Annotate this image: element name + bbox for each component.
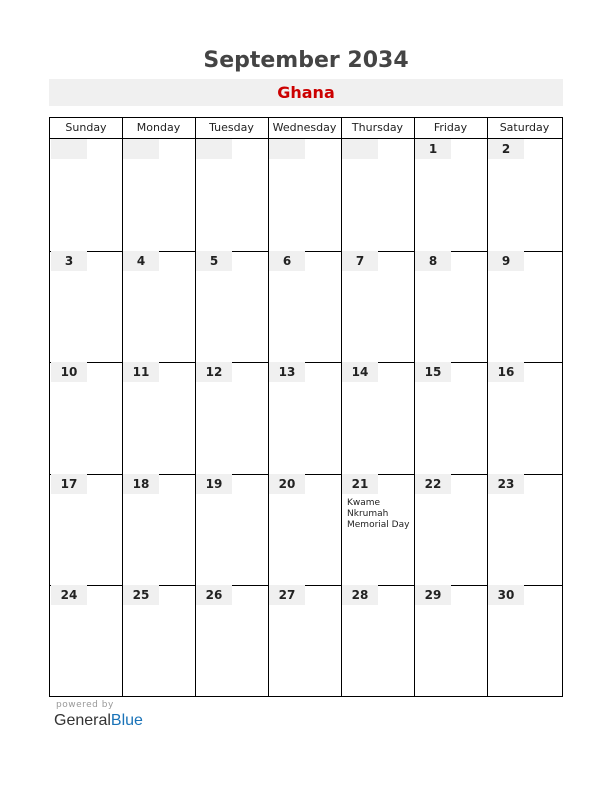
day-number — [196, 139, 232, 159]
day-cell-12[interactable] — [196, 362, 268, 474]
weekday-sunday: Sunday — [65, 121, 107, 134]
day-number: 29 — [415, 585, 451, 605]
powered-by-label: powered by — [56, 700, 114, 710]
day-number: 30 — [488, 585, 524, 605]
generalblue-logo[interactable] — [54, 712, 143, 730]
brand-blue-text: Blue — [110, 712, 143, 729]
day-cell-26[interactable] — [196, 585, 268, 697]
day-number: 26 — [196, 585, 232, 605]
day-cell-21[interactable] — [342, 474, 414, 586]
day-cell-25[interactable] — [123, 585, 195, 697]
day-number: 15 — [415, 362, 451, 382]
day-number: 6 — [269, 251, 305, 271]
day-number: 21 — [342, 474, 378, 494]
calendar-title: September 2034 — [203, 48, 409, 73]
weekday-header-row — [50, 118, 562, 139]
weekday-friday: Friday — [433, 121, 468, 134]
day-cell-5[interactable] — [196, 251, 268, 363]
day-number: 18 — [123, 474, 159, 494]
day-cell-22[interactable] — [415, 474, 487, 586]
day-cell-24[interactable] — [51, 585, 122, 697]
country-name: Ghana — [277, 83, 335, 102]
day-number: 16 — [488, 362, 524, 382]
day-number: 19 — [196, 474, 232, 494]
holiday-label: Kwame Nkrumah Memorial Day — [347, 498, 410, 530]
day-number: 25 — [123, 585, 159, 605]
day-number: 3 — [51, 251, 87, 271]
day-number: 4 — [123, 251, 159, 271]
weekday-monday: Monday — [136, 121, 181, 134]
day-cell-17[interactable] — [51, 474, 122, 586]
day-number: 17 — [51, 474, 87, 494]
day-cell-27[interactable] — [269, 585, 341, 697]
day-number: 11 — [123, 362, 159, 382]
day-cell-23[interactable] — [488, 474, 562, 586]
day-cell-3[interactable] — [51, 251, 122, 363]
day-cell-16[interactable] — [488, 362, 562, 474]
day-cell-empty — [342, 139, 414, 251]
day-number — [269, 139, 305, 159]
day-cell-empty — [123, 139, 195, 251]
day-cell-8[interactable] — [415, 251, 487, 363]
day-cell-30[interactable] — [488, 585, 562, 697]
day-cell-4[interactable] — [123, 251, 195, 363]
day-number: 23 — [488, 474, 524, 494]
day-cell-11[interactable] — [123, 362, 195, 474]
day-number: 9 — [488, 251, 524, 271]
day-cell-empty — [269, 139, 341, 251]
day-cell-14[interactable] — [342, 362, 414, 474]
day-number — [342, 139, 378, 159]
day-cell-1[interactable] — [415, 139, 487, 251]
weekday-wednesday: Wednesday — [272, 121, 337, 134]
day-cell-19[interactable] — [196, 474, 268, 586]
day-cell-29[interactable] — [415, 585, 487, 697]
day-number: 7 — [342, 251, 378, 271]
day-cell-6[interactable] — [269, 251, 341, 363]
day-cell-15[interactable] — [415, 362, 487, 474]
day-cell-empty — [196, 139, 268, 251]
day-number: 10 — [51, 362, 87, 382]
day-number: 1 — [415, 139, 451, 159]
day-number: 28 — [342, 585, 378, 605]
day-number — [51, 139, 87, 159]
day-number: 24 — [51, 585, 87, 605]
day-cell-7[interactable] — [342, 251, 414, 363]
day-cell-10[interactable] — [51, 362, 122, 474]
day-number: 12 — [196, 362, 232, 382]
day-number: 20 — [269, 474, 305, 494]
day-number: 14 — [342, 362, 378, 382]
day-number: 2 — [488, 139, 524, 159]
brand-general-text: General — [54, 712, 111, 729]
weekday-thursday: Thursday — [351, 121, 404, 134]
day-cell-9[interactable] — [488, 251, 562, 363]
day-number — [123, 139, 159, 159]
day-number: 27 — [269, 585, 305, 605]
day-cell-13[interactable] — [269, 362, 341, 474]
day-number: 13 — [269, 362, 305, 382]
day-cell-2[interactable] — [488, 139, 562, 251]
day-cell-20[interactable] — [269, 474, 341, 586]
calendar-grid — [49, 117, 563, 697]
day-cell-empty — [51, 139, 122, 251]
country-banner — [49, 79, 563, 106]
weekday-saturday: Saturday — [499, 121, 550, 134]
day-cell-18[interactable] — [123, 474, 195, 586]
day-number: 5 — [196, 251, 232, 271]
weekday-tuesday: Tuesday — [209, 121, 254, 134]
day-number: 8 — [415, 251, 451, 271]
day-cell-28[interactable] — [342, 585, 414, 697]
day-number: 22 — [415, 474, 451, 494]
